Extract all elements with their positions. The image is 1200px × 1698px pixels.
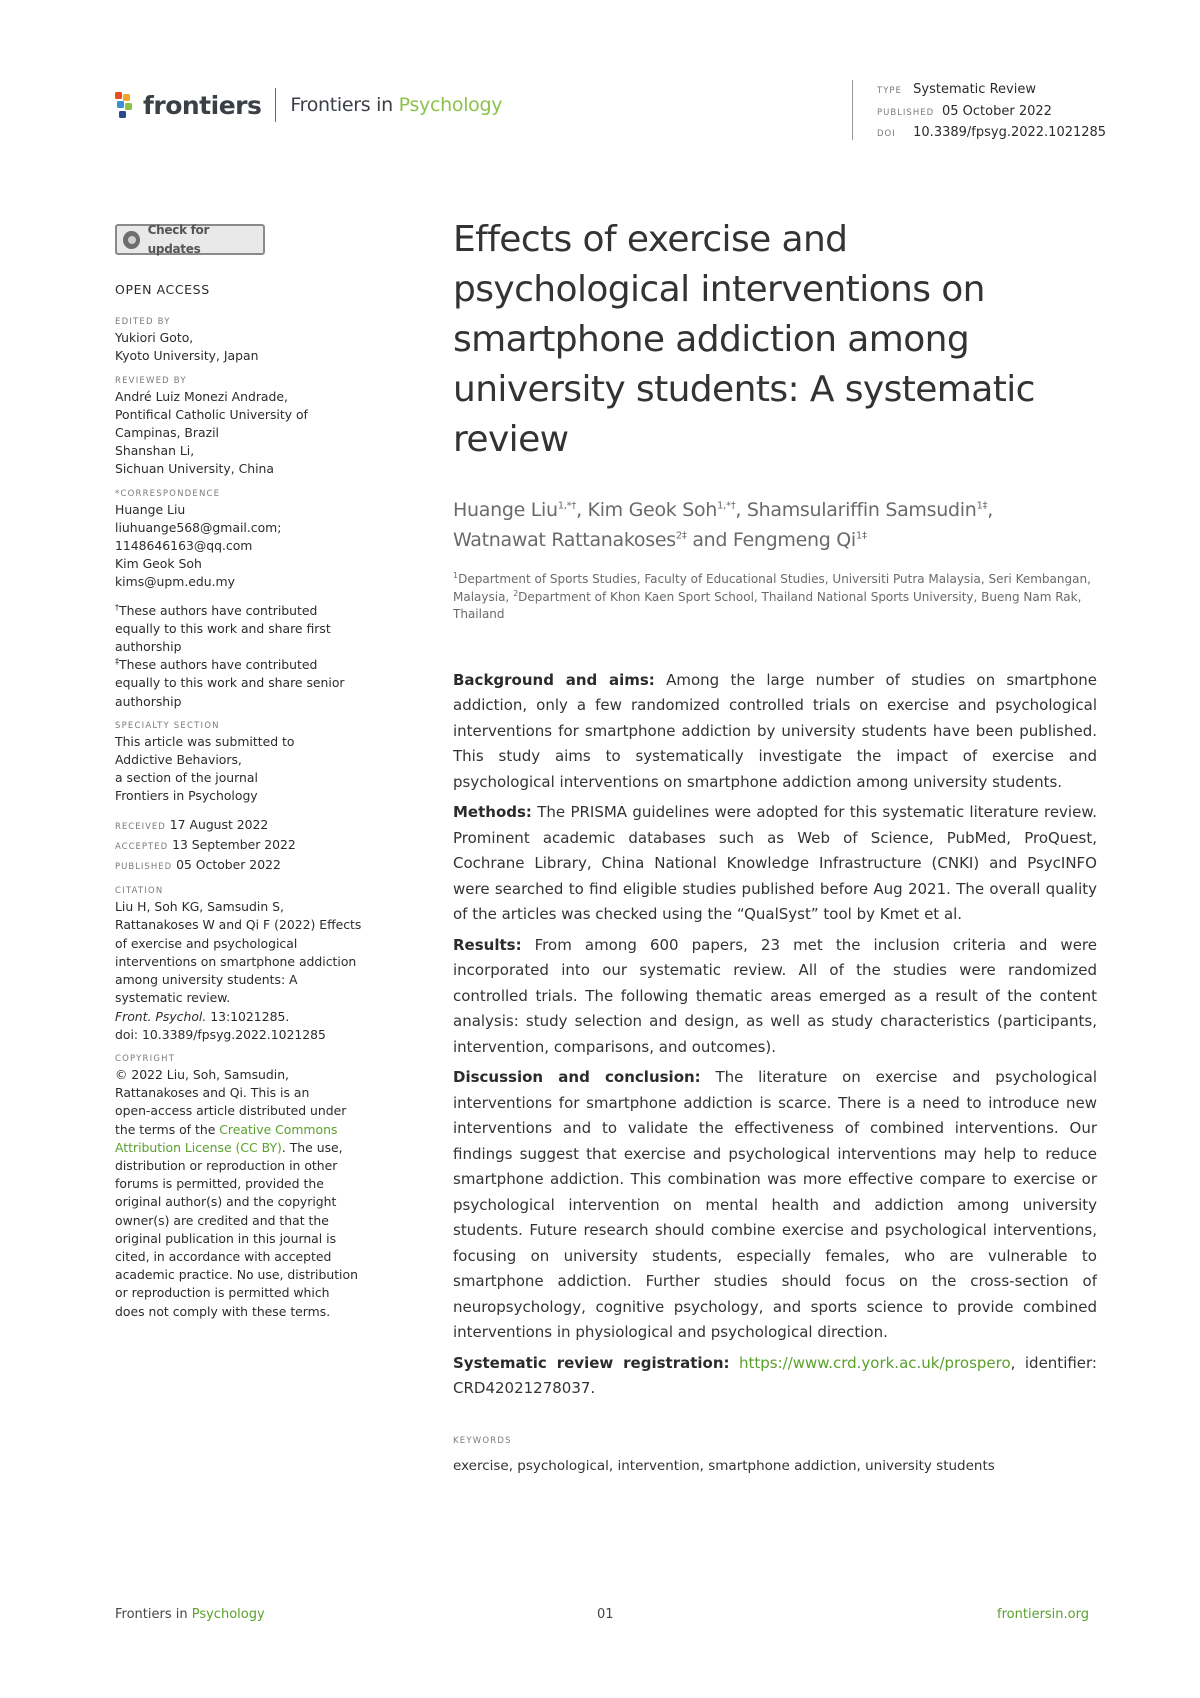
reviewer-info: André Luiz Monezi Andrade, Pontifical Catholic University of Campinas, Brazil Shanshan Li, Sichuan University, China bbox=[115, 388, 308, 477]
page-number: 01 bbox=[597, 1607, 614, 1622]
abstract-discussion: Discussion and conclusion: The literature on exercise and psychological interventions for smartphone addiction is scarce. There is a need to introduce new interventions and to validate the effectiveness of combined interventions. Our findings suggest that exercise and psychological interventions may help to reduce smartphone addiction. This combination was more effective compare to exercise or psychological intervention on mental health and addiction among university students. Future research should combine exercise and psychological interventions, focusing on university students, especially females, who are vulnerable to smartphone addiction. Further studies should focus on the cross-section of neuropsychology, cognitive psychology, and sports science to provide combined interventions in physiological and psychological direction. bbox=[453, 1068, 1097, 1341]
open-access-label: OPEN ACCESS bbox=[115, 282, 210, 297]
email-link[interactable]: liuhuange568@gmail.com; bbox=[115, 519, 282, 535]
logo-divider bbox=[275, 88, 276, 122]
author-name[interactable]: Huange Liu bbox=[453, 499, 558, 521]
abstract-results: Results: From among 600 papers, 23 met the inclusion criteria and were incorporated into our systematic review. All of the studies were randomized controlled trials. The following thematic areas emerged as a result of the content analysis: study selection and design, as well as study characteristics (participants, intervention, comparisons, and outcomes). bbox=[453, 935, 1097, 1056]
footer-site-link[interactable]: frontiersin.org bbox=[997, 1607, 1089, 1622]
specialty-info: This article was submitted to Addictive Behaviors, a section of the journal Frontiers in Psychology bbox=[115, 733, 295, 804]
article-main bbox=[453, 215, 1097, 1474]
keywords-label: KEYWORDS bbox=[453, 1435, 512, 1446]
specialty-label: SPECIALTY SECTION bbox=[115, 720, 220, 731]
edited-by-label: EDITED BY bbox=[115, 317, 171, 328]
editor-info: Yukiori Goto, Kyoto University, Japan bbox=[115, 330, 259, 364]
registration-link[interactable]: https://www.crd.york.ac.uk/prospero bbox=[739, 1353, 1011, 1372]
copyright-text: © 2022 Liu, Soh, Samsudin, Rattanakoses and Qi. This is an open-access article distributed under the terms of the Creative Commons Attribution License (CC BY). The use, distribution or reproduction in other forums is permitted, provided the original author(s) and the copyright owner(s) are credited and that the original publication in this journal is cited, in accordance with accepted academic practice. No use, distribution or reproduction is permitted which does not comply with these terms. bbox=[115, 1066, 358, 1319]
email-link[interactable]: kims@upm.edu.my bbox=[115, 574, 235, 590]
license-link[interactable]: Attribution License (CC BY) bbox=[115, 1139, 282, 1155]
citation-text: Liu H, Soh KG, Samsudin S, Rattanakoses W and Qi F (2022) Effects of exercise and psychological interventions on smartphone addiction among university students: A systematic review. Front. Psychol. 13:1021285. doi: 10.3389/fpsyg.2022.1021285 bbox=[115, 899, 362, 1042]
correspondence-info: Huange Liu liuhuange568@gmail.com; 1148646163@qq.com Kim Geok Soh kims@upm.edu.my bbox=[115, 501, 377, 592]
abstract-registration: Systematic review registration: https://www.crd.york.ac.uk/prospero, identifier: CRD42021278037. bbox=[453, 1353, 1097, 1397]
license-link[interactable]: Creative Commons bbox=[219, 1121, 338, 1137]
author-name[interactable]: Shamsulariffin Samsudin bbox=[746, 499, 977, 521]
journal-name: Frontiers in Psychology bbox=[290, 94, 503, 116]
keywords-list: exercise, psychological, intervention, smartphone addiction, university students bbox=[453, 1457, 995, 1474]
author-name[interactable]: Watnawat Rattanakoses bbox=[453, 529, 676, 551]
article-dates: RECEIVED 17 August 2022 ACCEPTED 13 September 2022 PUBLISHED 05 October 2022 bbox=[115, 816, 296, 873]
author-name[interactable]: Fengmeng Qi bbox=[732, 529, 856, 551]
correspondence-label: *CORRESPONDENCE bbox=[115, 488, 221, 499]
copyright-label: COPYRIGHT bbox=[115, 1053, 176, 1064]
abstract bbox=[453, 668, 1097, 1402]
author-name[interactable]: Kim Geok Soh bbox=[587, 499, 718, 521]
affiliations: $^1$Department of Sports Studies, Faculty of Educational Studies, Universiti Putra Malaysia, Seri Kembangan, Malaysia, $^2$Department of Khon Kaen Sport School, Thailand National Sports University, Bueng Nam Rak, Thailand bbox=[453, 571, 1091, 621]
citation-label: CITATION bbox=[115, 886, 164, 897]
abstract-methods: Methods: The PRISMA guidelines were adopted for this systematic literature review. Prominent academic databases such as Web of Science, PubMed, ProQuest, Cochrane Library, China National Knowledge Infrastructure (CNKI) and PsycINFO were searched to find eligible studies published before Aug 2021. The overall quality of the articles was checked using the “QualSyst” tool by Kmet et al. bbox=[453, 803, 1097, 923]
abstract-background: Background and aims: Among the large number of studies on smartphone addiction, only a few randomized controlled trials on exercise and psychological interventions for smartphone addiction by university students have been published. This study aims to systematically investigate the impact of exercise and psychological interventions on smartphone addiction among university students. bbox=[453, 670, 1097, 791]
journal-logo[interactable] bbox=[113, 88, 502, 122]
article-title: Effects of exercise and psychological interventions on smartphone addiction among university students: A systematic review bbox=[453, 219, 1035, 460]
check-updates-button[interactable]: Check for updates bbox=[115, 224, 265, 255]
frontiers-wordmark: frontiers bbox=[143, 90, 262, 120]
article-doi[interactable]: DOI 10.3389/fpsyg.2022.1021285 bbox=[877, 125, 1107, 140]
footer-journal: Frontiers in Psychology bbox=[115, 1607, 265, 1622]
article-meta bbox=[852, 80, 1106, 140]
sidebar bbox=[115, 224, 377, 1321]
equal-contribution-note: †These authors have contributed equally to this work and share first authorship ‡These authors have contributed equally to this work and share senior authorship bbox=[115, 602, 345, 709]
frontiers-logo-icon bbox=[113, 90, 137, 120]
email-link[interactable]: 1148646163@qq.com bbox=[115, 538, 253, 554]
article-type: TYPE Systematic Review bbox=[877, 82, 1036, 97]
check-updates-icon bbox=[123, 231, 140, 249]
author-list: Huange Liu$^{1,*\dagger}$, Kim Geok Soh$^{1,*\dagger}$, Shamsulariffin Samsudin$^{1\ddagger}$, Watnawat Rattanakoses$^{2\ddagger}$ and Fengmeng $Qi^{1\ddagger}$ bbox=[453, 499, 993, 551]
reviewed-by-label: REVIEWED BY bbox=[115, 375, 187, 386]
article-published: PUBLISHED 05 October 2022 bbox=[877, 103, 1052, 119]
